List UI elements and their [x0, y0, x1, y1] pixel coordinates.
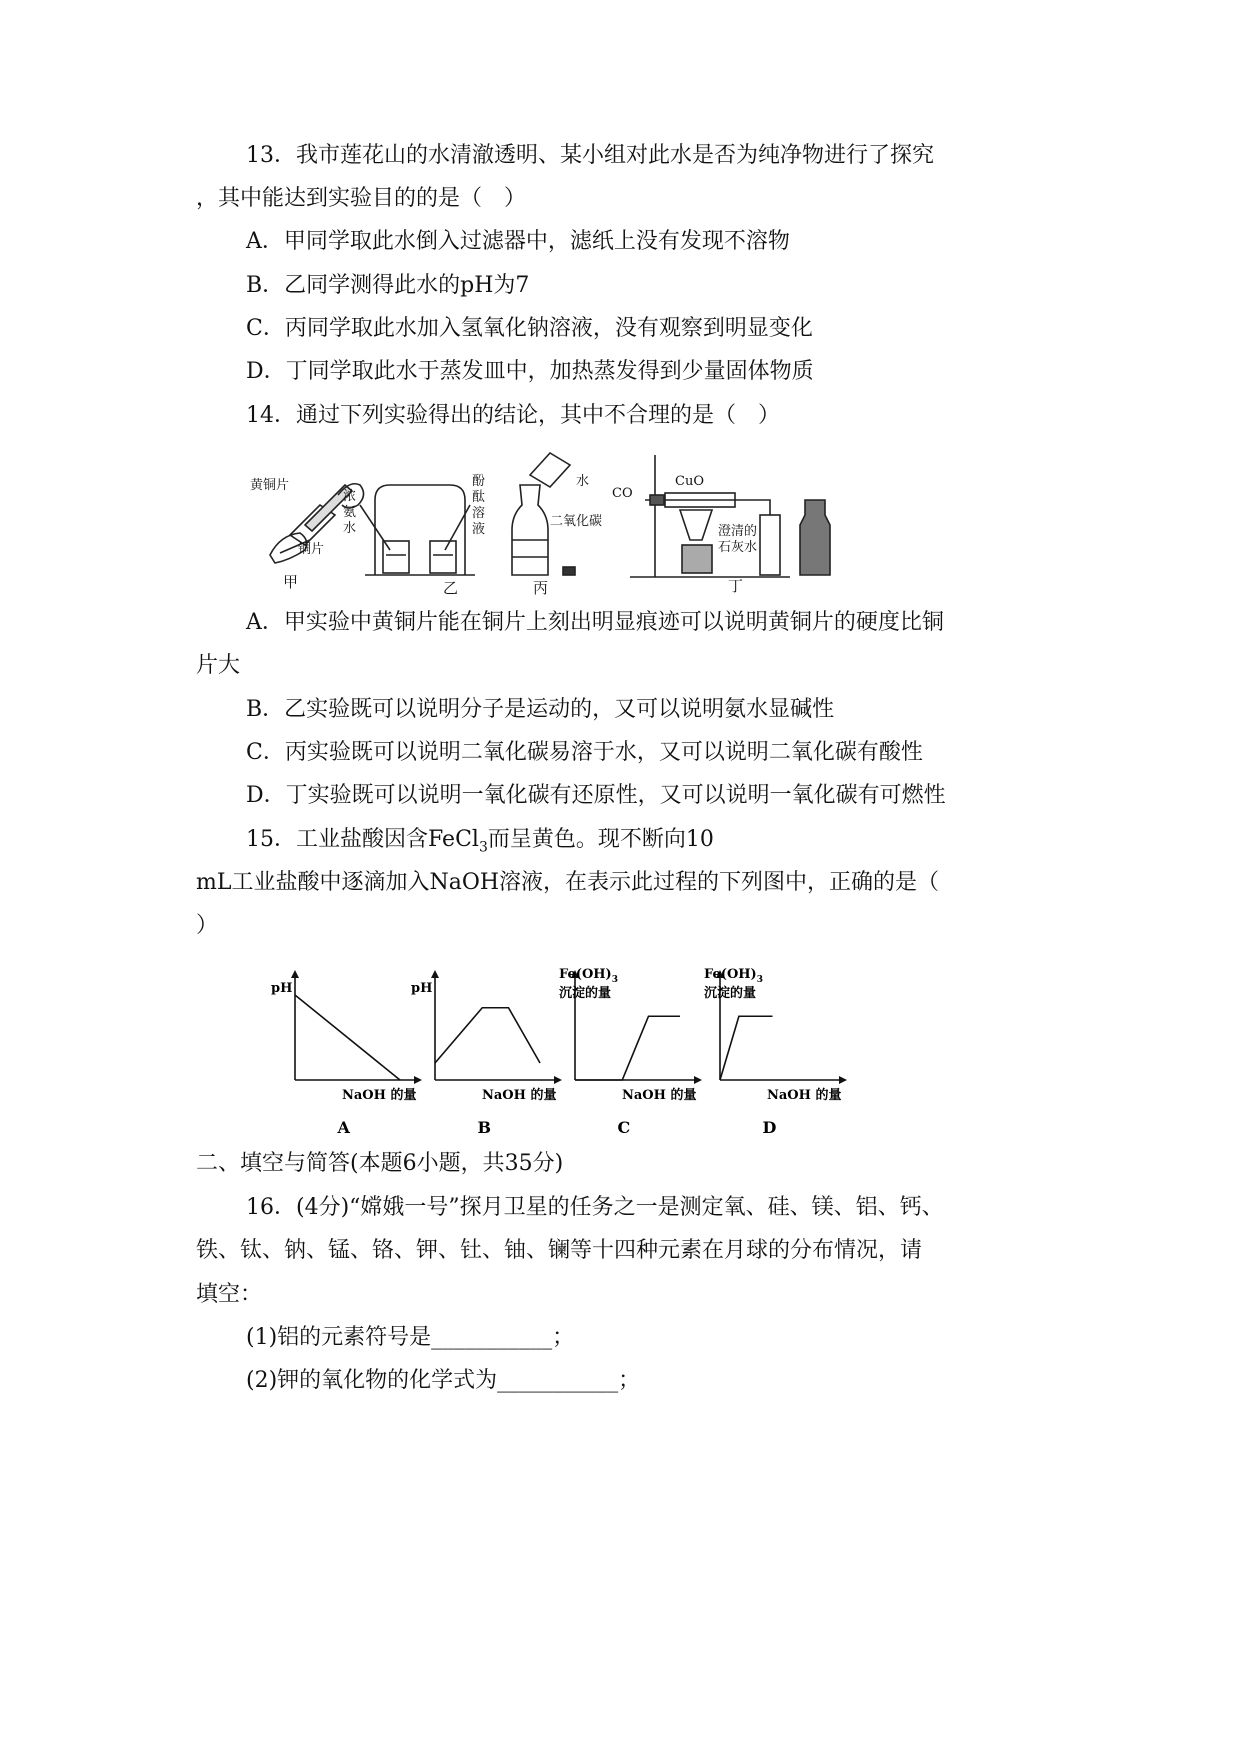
graph-line-a	[295, 995, 400, 1080]
section-2-heading: 二、填空与简答(本题6小题，共35分)	[196, 1151, 564, 1176]
q16-part2-end: ；	[618, 1368, 641, 1393]
graph-caption-d: D	[762, 1118, 777, 1137]
y-axis-label-c: $Fe(OH)_3$	[559, 967, 618, 985]
label-phenolphthalein-1: 酚	[472, 474, 486, 489]
q14-option-a-line1: A．甲实验中黄铜片能在铜片上刻出明显痕迹可以说明黄铜片的硬度比铜	[246, 610, 944, 635]
graph-caption-c: C	[617, 1118, 631, 1137]
q16-part1-text: (1)铝的元素符号是	[246, 1325, 432, 1350]
x-axis-label-a: NaOH 的量	[342, 1088, 417, 1103]
q16-stem-line2: 铁、钛、钠、锰、铬、钾、钍、铀、镧等十四种元素在月球的分布情况，请	[196, 1238, 923, 1263]
q16-part2-text: (2)钾的氧化物的化学式为	[246, 1368, 498, 1393]
graph-caption-b: B	[477, 1118, 492, 1137]
x-axis-label-d: NaOH 的量	[767, 1088, 842, 1103]
x-axis-arrow-d	[839, 1076, 847, 1084]
q16-part1	[246, 1323, 574, 1353]
x-axis-arrow-b	[554, 1076, 562, 1084]
experiment-ding-drawing	[630, 455, 830, 577]
q15-stem-part2: 而呈黄色。现不断向10	[487, 827, 714, 852]
x-axis-arrow-c	[694, 1076, 702, 1084]
label-ammonia-3: 水	[343, 521, 357, 536]
graph-line-d	[720, 1016, 773, 1080]
q15-stem-line3: ）	[196, 913, 219, 938]
q13-stem-line1: 13．我市莲花山的水清澈透明、某小组对此水是否为纯净物进行了探究	[246, 143, 934, 168]
label-cuo: CuO	[675, 474, 704, 489]
q16-part1-blank: ___________	[431, 1325, 553, 1350]
q14-stem: 14．通过下列实验得出的结论，其中不合理的是（ ）	[246, 403, 780, 428]
graph-line-c	[575, 1016, 680, 1080]
y-axis-arrow-a	[291, 970, 299, 978]
label-experiment-jia: 甲	[283, 573, 299, 591]
q16-part1-end: ；	[552, 1325, 575, 1350]
q13-option-a: A．甲同学取此水倒入过滤器中，滤纸上没有发现不溶物	[246, 229, 790, 254]
x-axis-label-b: NaOH 的量	[482, 1088, 557, 1103]
x-axis-label-c: NaOH 的量	[622, 1088, 697, 1103]
y-axis-label-a: pH	[271, 981, 293, 996]
label-co: CO	[612, 486, 633, 501]
q13-stem-line2: ，其中能达到实验目的的是（ ）	[196, 186, 527, 211]
q14-option-c: C．丙实验既可以说明二氧化碳易溶于水，又可以说明二氧化碳有酸性	[246, 740, 923, 765]
x-axis-arrow-a	[414, 1076, 422, 1084]
y-axis-label-b: pH	[411, 981, 433, 996]
q16-part2-blank: ___________	[497, 1368, 619, 1393]
y-axis-arrow-b	[431, 970, 439, 978]
q15-subscript: 3	[478, 839, 488, 856]
q15-stem-line2: mL工业盐酸中逐滴加入NaOH溶液，在表示此过程的下列图中，正确的是（	[196, 870, 940, 895]
label-experiment-bing: 丙	[533, 579, 549, 597]
label-phenolphthalein-4: 液	[472, 522, 486, 537]
q13-option-c: C．丙同学取此水加入氢氧化钠溶液，没有观察到明显变化	[246, 316, 813, 341]
label-limewater-2: 石灰水	[718, 540, 758, 555]
q16-stem-line3: 填空：	[196, 1282, 263, 1307]
label-water: 水	[576, 474, 590, 489]
graph-caption-a: A	[337, 1118, 350, 1137]
q13-option-b: B．乙同学测得此水的pH为7	[246, 273, 530, 298]
label-carbon-dioxide: 二氧化碳	[550, 514, 603, 529]
y-axis-label-line2-d: 沉淀的量	[704, 986, 757, 1001]
q15-stem-line1	[246, 825, 714, 855]
label-experiment-ding: 丁	[728, 577, 744, 595]
q13-option-d: D．丁同学取此水于蒸发皿中，加热蒸发得到少量固体物质	[246, 359, 814, 384]
y-axis-label-line2-c: 沉淀的量	[559, 986, 612, 1001]
experiment-yi-drawing	[360, 485, 475, 575]
q14-option-b: B．乙实验既可以说明分子是运动的，又可以说明氨水显碱性	[246, 697, 835, 722]
y-axis-label-d: $Fe(OH)_3$	[704, 967, 763, 985]
q16-part2	[246, 1366, 640, 1396]
label-limewater-1: 澄清的	[718, 524, 758, 539]
q14-experiment-figure	[250, 445, 910, 605]
label-phenolphthalein-3: 溶	[472, 506, 486, 521]
q14-option-a-line2: 片大	[196, 653, 241, 678]
label-ammonia-1: 浓	[343, 489, 357, 504]
label-copper-piece: 铜片	[298, 542, 325, 557]
label-brass-piece: 黄铜片	[250, 478, 290, 493]
q15-stem-part1: 15．工业盐酸因含FeCl	[246, 827, 479, 852]
q16-stem-line1: 16．(4分)“嫦娥一号”探月卫星的任务之一是测定氧、硅、镁、铝、钙、	[246, 1195, 944, 1220]
label-phenolphthalein-2: 酞	[472, 490, 486, 505]
q15-graphs	[271, 965, 955, 1140]
q14-option-d: D．丁实验既可以说明一氧化碳有还原性，又可以说明一氧化碳有可燃性	[246, 783, 946, 808]
graph-line-b	[435, 1008, 540, 1063]
label-experiment-yi: 乙	[443, 579, 459, 597]
label-ammonia-2: 氨	[343, 505, 357, 520]
